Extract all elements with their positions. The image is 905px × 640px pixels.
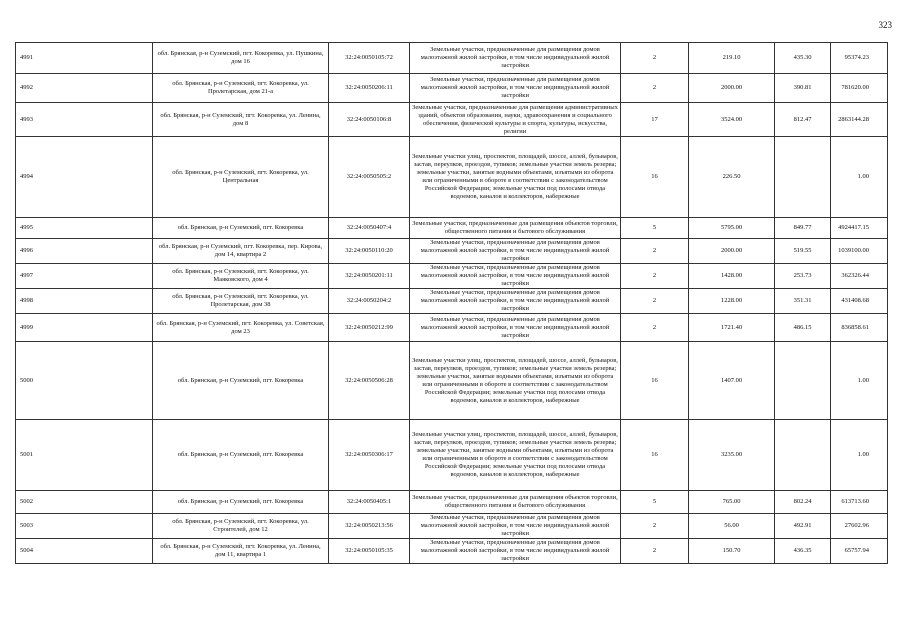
table-row [16,103,888,137]
row-address: обл. Брянская, р-н Суземский, пгт. Кокоревка, ул. Строителей, дом 12 [153,514,329,539]
table-row [16,43,888,74]
row-group-number: 5 [621,491,689,514]
row-land-use: Земельные участки, предназначенные для размещения домов малоэтажной жилой застройки, в том числе индивидуальной жилой застройки [410,239,621,264]
table-row [16,74,888,103]
row-address: обл. Брянская, р-н Суземский, пгт. Кокоревка, ул. Советская, дом 23 [153,314,329,342]
row-cadastral-number: 32:24:0050506:28 [329,342,410,420]
row-address: обл. Брянская, р-н Суземский, пгт. Кокоревка, ул. Пролетарская, дом 38 [153,289,329,314]
row-area: 765.00 [689,491,775,514]
row-number: 5004 [16,539,153,564]
row-cadastral-value: 613713.60 [831,491,888,514]
row-number: 4992 [16,74,153,103]
row-number: 5001 [16,420,153,491]
row-cadastral-number: 32:24:0050106:8 [329,103,410,137]
row-land-use: Земельные участки, предназначенные для размещения объектов торговли, общественного питания и бытового обслуживания [410,491,621,514]
row-group-number: 16 [621,342,689,420]
row-group-number: 16 [621,137,689,218]
row-cadastral-value: 1.00 [831,342,888,420]
row-group-number: 17 [621,103,689,137]
row-area: 1721.40 [689,314,775,342]
table-row [16,264,888,289]
row-cadastral-number: 32:24:0050204:2 [329,289,410,314]
row-land-use: Земельные участки, предназначенные для размещения домов малоэтажной жилой застройки, в том числе индивидуальной жилой застройки [410,539,621,564]
row-specific-value: 492.91 [775,514,831,539]
row-area: 150.70 [689,539,775,564]
row-address: обл. Брянская, р-н Суземский, пгт. Кокоревка, ул. Центральная [153,137,329,218]
row-number: 5003 [16,514,153,539]
row-number: 5000 [16,342,153,420]
row-group-number: 2 [621,239,689,264]
table-row [16,514,888,539]
row-cadastral-number: 32:24:0050201:11 [329,264,410,289]
row-cadastral-number: 32:24:0050213:56 [329,514,410,539]
row-area: 56.00 [689,514,775,539]
table-row [16,314,888,342]
row-land-use: Земельные участки, предназначенные для размещения домов малоэтажной жилой застройки, в том числе индивидуальной жилой застройки [410,514,621,539]
row-land-use: Земельные участки, предназначенные для размещения домов малоэтажной жилой застройки, в том числе индивидуальной жилой застройки [410,289,621,314]
row-cadastral-value: 362326.44 [831,264,888,289]
row-area: 1228.00 [689,289,775,314]
row-cadastral-value: 27602.96 [831,514,888,539]
row-land-use: Земельные участки улиц, проспектов, площадей, шоссе, аллей, бульваров, застав, переулков, проездов, тупиков; земельные участки земель резерва; земельные участки, занятые водными объектами, изъятыми из оборота или ограниченными в обороте в соответствии с законодательством Российской Федерации; земельные участки под полосами отвода водоемов, каналов и коллекторов, набережные [410,137,621,218]
row-group-number: 2 [621,314,689,342]
row-area: 3235.00 [689,420,775,491]
row-cadastral-value: 1.00 [831,137,888,218]
row-group-number: 2 [621,43,689,74]
row-area: 1428.00 [689,264,775,289]
table-row [16,239,888,264]
row-area: 3524.00 [689,103,775,137]
row-number: 5002 [16,491,153,514]
table-row [16,420,888,491]
row-address: обл. Брянская, р-н Суземский, пгт. Кокоревка, ул. Пушкина, дом 16 [153,43,329,74]
cadastral-value-table [15,42,888,564]
row-cadastral-value: 1.00 [831,420,888,491]
row-specific-value: 802.24 [775,491,831,514]
row-area: 1407.00 [689,342,775,420]
row-land-use: Земельные участки улиц, проспектов, площадей, шоссе, аллей, бульваров, застав, переулков, проездов, тупиков; земельные участки земель резерва; земельные участки, занятые водными объектами, изъятыми из оборота или ограниченными в обороте в соответствии с законодательством Российской Федерации; земельные участки под полосами отвода водоемов, каналов и коллекторов, набережные [410,420,621,491]
table-row [16,137,888,218]
table-body [16,43,888,564]
row-address: обл. Брянская, р-н Суземский, пгт. Кокоревка, пер. Кирова, дом 14, квартира 2 [153,239,329,264]
row-number: 4999 [16,314,153,342]
row-land-use: Земельные участки, предназначенные для размещения домов малоэтажной жилой застройки, в том числе индивидуальной жилой застройки [410,264,621,289]
row-number: 4994 [16,137,153,218]
row-specific-value [775,420,831,491]
row-cadastral-number: 32:24:0050105:35 [329,539,410,564]
row-cadastral-value: 95374.23 [831,43,888,74]
row-group-number: 2 [621,539,689,564]
table-row [16,539,888,564]
table-row [16,289,888,314]
row-number: 4995 [16,218,153,239]
row-area: 2000.00 [689,239,775,264]
row-address: обл. Брянская, р-н Суземский, пгт. Кокоревка, ул. Пролетарская, дом 21-а [153,74,329,103]
row-group-number: 2 [621,264,689,289]
row-area: 5795.00 [689,218,775,239]
row-land-use: Земельные участки, предназначенные для размещения домов малоэтажной жилой застройки, в том числе индивидуальной жилой застройки [410,314,621,342]
row-address: обл. Брянская, р-н Суземский, пгт. Кокоревка, ул. Ленина, дом 11, квартира 1 [153,539,329,564]
row-specific-value [775,137,831,218]
row-specific-value: 351.31 [775,289,831,314]
row-address: обл. Брянская, р-н Суземский, пгт. Кокоревка, ул. Маяковского, дом 4 [153,264,329,289]
row-address: обл. Брянская, р-н Суземский, пгт. Кокоревка [153,491,329,514]
row-address: обл. Брянская, р-н Суземский, пгт. Кокоревка [153,420,329,491]
page-number: 323 [878,20,892,30]
row-group-number: 16 [621,420,689,491]
row-cadastral-number: 32:24:0050105:72 [329,43,410,74]
row-cadastral-number: 32:24:0050407:4 [329,218,410,239]
row-number: 4996 [16,239,153,264]
row-address: обл. Брянская, р-н Суземский, пгт. Кокоревка [153,342,329,420]
row-address: обл. Брянская, р-н Суземский, пгт. Кокоревка [153,218,329,239]
row-specific-value: 390.81 [775,74,831,103]
row-number: 4997 [16,264,153,289]
row-specific-value: 253.73 [775,264,831,289]
row-cadastral-value: 431408.68 [831,289,888,314]
row-land-use: Земельные участки, предназначенные для размещения административных зданий, объектов образования, науки, здравоохранения и социального обеспечения, физической культуры и спорта, культуры, искусства, религии [410,103,621,137]
row-group-number: 5 [621,218,689,239]
row-cadastral-value: 4924417.15 [831,218,888,239]
row-cadastral-value: 781620.00 [831,74,888,103]
row-cadastral-value: 836858.61 [831,314,888,342]
row-cadastral-number: 32:24:0050110:20 [329,239,410,264]
table-row [16,342,888,420]
row-land-use: Земельные участки, предназначенные для размещения домов малоэтажной жилой застройки, в том числе индивидуальной жилой застройки [410,43,621,74]
row-cadastral-value: 1039100.00 [831,239,888,264]
row-specific-value: 436.35 [775,539,831,564]
row-cadastral-number: 32:24:0050405:1 [329,491,410,514]
row-group-number: 2 [621,289,689,314]
row-specific-value: 486.15 [775,314,831,342]
row-number: 4993 [16,103,153,137]
row-group-number: 2 [621,514,689,539]
row-area: 219.10 [689,43,775,74]
row-number: 4998 [16,289,153,314]
row-cadastral-number: 32:24:0050206:11 [329,74,410,103]
row-land-use: Земельные участки улиц, проспектов, площадей, шоссе, аллей, бульваров, застав, переулков, проездов, тупиков; земельные участки земель резерва; земельные участки, занятые водными объектами, изъятыми из оборота или ограниченными в обороте в соответствии с законодательством Российской Федерации; земельные участки под полосами отвода водоемов, каналов и коллекторов, набережные [410,342,621,420]
row-specific-value: 812.47 [775,103,831,137]
row-cadastral-number: 32:24:0050212:99 [329,314,410,342]
row-specific-value: 849.77 [775,218,831,239]
row-area: 2000.00 [689,74,775,103]
row-area: 226.50 [689,137,775,218]
row-cadastral-number: 32:24:0050505:2 [329,137,410,218]
row-cadastral-value: 65757.94 [831,539,888,564]
row-land-use: Земельные участки, предназначенные для размещения объектов торговли, общественного питания и бытового обслуживания [410,218,621,239]
row-specific-value: 519.55 [775,239,831,264]
row-cadastral-value: 2863144.28 [831,103,888,137]
row-number: 4991 [16,43,153,74]
row-specific-value: 435.30 [775,43,831,74]
row-group-number: 2 [621,74,689,103]
row-specific-value [775,342,831,420]
row-address: обл. Брянская, р-н Суземский, пгт. Кокоревка, ул. Ленина, дом 8 [153,103,329,137]
row-land-use: Земельные участки, предназначенные для размещения домов малоэтажной жилой застройки, в том числе индивидуальной жилой застройки [410,74,621,103]
row-cadastral-number: 32:24:0050306:17 [329,420,410,491]
table-row [16,491,888,514]
table-row [16,218,888,239]
